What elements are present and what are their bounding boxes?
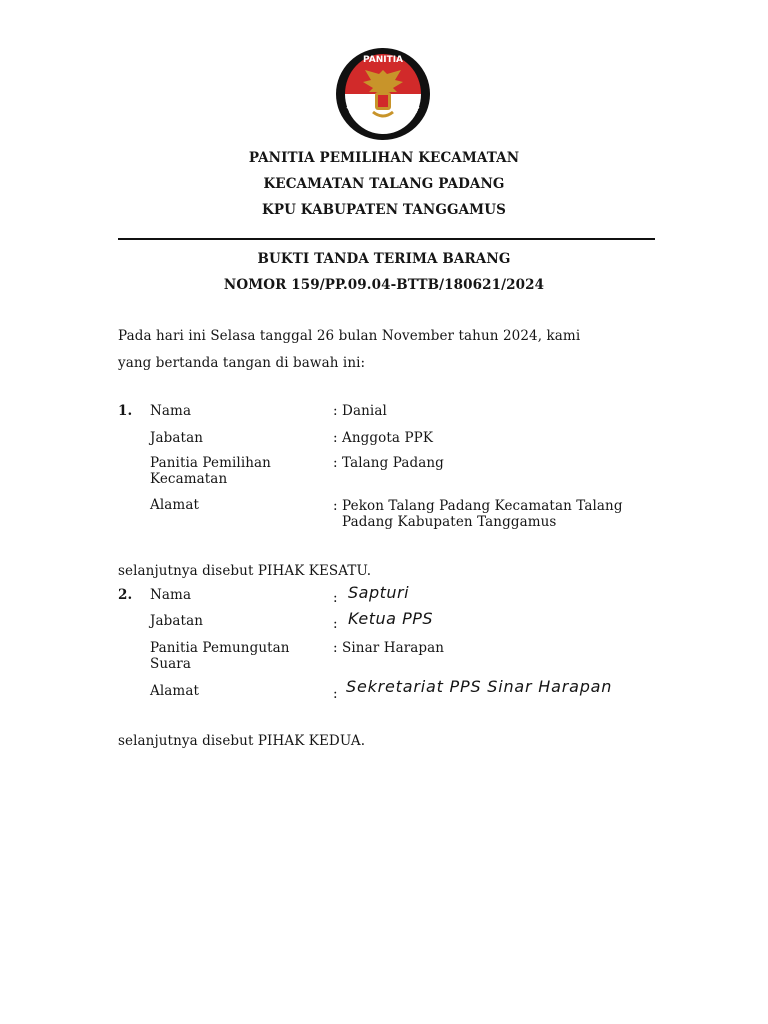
party2-address-colon: :	[333, 686, 338, 702]
party2-committee-label-1: Panitia Pemungutan	[150, 640, 290, 656]
intro-line-2: yang bertanda tangan di bawah ini:	[118, 355, 366, 371]
party1-name-label: Nama	[150, 403, 192, 419]
party2-address-handwritten: Sekretariat PPS Sinar Harapan	[346, 677, 613, 696]
party2-committee-value: : Sinar Harapan	[333, 640, 445, 656]
party1-address-value-1: : Pekon Talang Padang Kecamatan Talang	[333, 498, 623, 514]
party2-closing: selanjutnya disebut PIHAK KEDUA.	[118, 733, 366, 749]
party1-committee-value: : Talang Padang	[333, 455, 444, 471]
party2-number: 2.	[118, 587, 133, 603]
party1-closing: selanjutnya disebut PIHAK KESATU.	[118, 563, 372, 579]
logo-top-text: PANITIA	[362, 55, 404, 65]
kpu-logo	[333, 46, 433, 142]
party2-name-colon: :	[333, 590, 338, 606]
header-divider	[118, 238, 655, 240]
party1-position-label: Jabatan	[150, 430, 204, 446]
doc-number: NOMOR 159/PP.09.04-BTTB/180621/2024	[223, 277, 545, 293]
party2-name-handwritten: Sapturi	[348, 583, 410, 602]
party2-position-colon: :	[333, 616, 338, 632]
party1-committee-label-1: Panitia Pemilihan	[150, 455, 271, 471]
party1-address-label: Alamat	[150, 497, 199, 513]
logo-ring-text: PEMILIHAN KECAMATAN	[344, 104, 422, 135]
party1-address-value-2: Padang Kabupaten Tanggamus	[342, 514, 557, 530]
party1-name-value: : Danial	[333, 403, 387, 419]
header-line-2: KECAMATAN TALANG PADANG	[263, 176, 505, 192]
intro-line-1: Pada hari ini Selasa tanggal 26 bulan November tahun 2024, kami	[118, 328, 581, 344]
header-line-3: KPU KABUPATEN TANGGAMUS	[262, 202, 506, 218]
doc-title: BUKTI TANDA TERIMA BARANG	[257, 251, 511, 267]
party1-number: 1.	[118, 403, 133, 419]
party2-name-label: Nama	[150, 587, 192, 603]
party1-position-value: : Anggota PPK	[333, 430, 434, 446]
party2-position-handwritten: Ketua PPS	[348, 609, 434, 628]
header-line-1: PANITIA PEMILIHAN KECAMATAN	[248, 150, 520, 166]
party2-committee-label-2: Suara	[150, 656, 191, 672]
party1-committee-label-2: Kecamatan	[150, 471, 228, 487]
party2-address-label: Alamat	[150, 683, 199, 699]
party2-position-label: Jabatan	[150, 613, 204, 629]
